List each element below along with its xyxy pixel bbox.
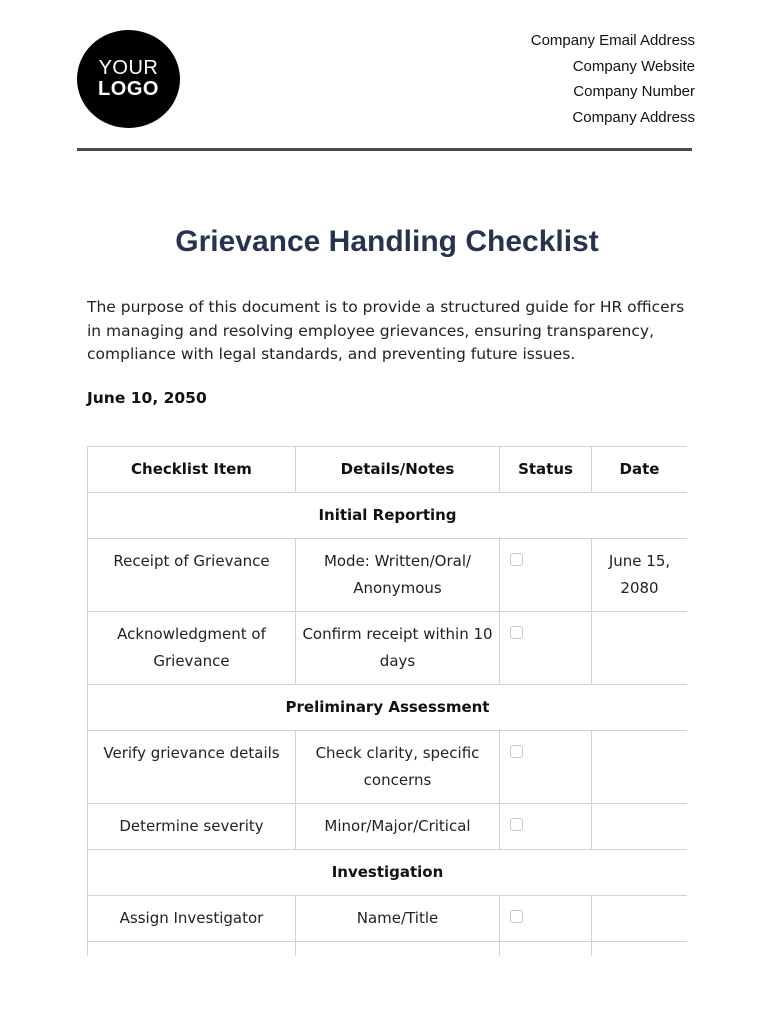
table-row [88,804,688,850]
checklist-item: Assign Investigator [88,896,296,942]
status-checkbox[interactable] [510,910,523,923]
document-title: Grievance Handling Checklist [175,225,599,258]
header-divider [77,148,692,151]
company-number: Company Number [573,83,695,100]
checklist-item [88,942,296,957]
status-checkbox[interactable] [510,626,523,639]
row-date [592,896,688,942]
status-checkbox[interactable] [510,745,523,758]
details-notes [296,942,500,957]
table-row [88,612,688,685]
table-row [88,539,688,612]
company-website: Company Website [572,57,695,75]
section-title: Preliminary Assessment [88,685,688,731]
section-row [88,685,688,731]
checklist-item: Acknowledgment of Grievance [88,612,296,685]
row-date [592,804,688,850]
company-info [531,31,695,133]
header-status: Status [500,447,592,493]
status-cell [500,539,592,612]
table-row [88,896,688,942]
details-notes: Minor/Major/Critical [296,804,500,850]
status-checkbox[interactable] [510,553,523,566]
row-date [592,612,688,685]
section-row [88,493,688,539]
checklist-item: Determine severity [88,804,296,850]
company-address: Company Address [572,108,695,126]
status-cell [500,731,592,804]
row-date: June 15, 2080 [592,539,688,612]
checklist-table [87,446,687,956]
header-checklist-item: Checklist Item [88,447,296,493]
status-cell [500,804,592,850]
row-date [592,942,688,957]
details-notes: Name/Title [296,896,500,942]
row-date [592,731,688,804]
table-row [88,731,688,804]
table-row [88,942,688,957]
company-email: Company Email Address [530,32,695,49]
header-date: Date [592,447,688,493]
checklist-item: Verify grievance details [88,731,296,804]
section-title: Initial Reporting [88,493,688,539]
section-row [88,850,688,896]
status-checkbox[interactable] [510,818,523,831]
status-cell [500,612,592,685]
document-date: June 10, 2050 [87,389,207,407]
details-notes: Mode: Written/Oral/ Anonymous [296,539,500,612]
checklist-table-container [87,446,687,956]
status-cell [500,896,592,942]
status-cell [500,942,592,957]
header-details-notes: Details/Notes [296,447,500,493]
checklist-item: Receipt of Grievance [88,539,296,612]
company-logo [77,30,180,128]
logo-line-1: YOUR [98,57,159,79]
logo-line-2: LOGO [98,78,159,100]
intro-paragraph: The purpose of this document is to provide a structured guide for HR officers in managing and resolving employee grievances, ensuring transparency, compliance with legal standards, and preventing future issues. [87,298,685,363]
details-notes: Check clarity, specific concerns [296,731,500,804]
details-notes: Confirm receipt within 10 days [296,612,500,685]
table-header-row [88,447,688,493]
section-title: Investigation [88,850,688,896]
